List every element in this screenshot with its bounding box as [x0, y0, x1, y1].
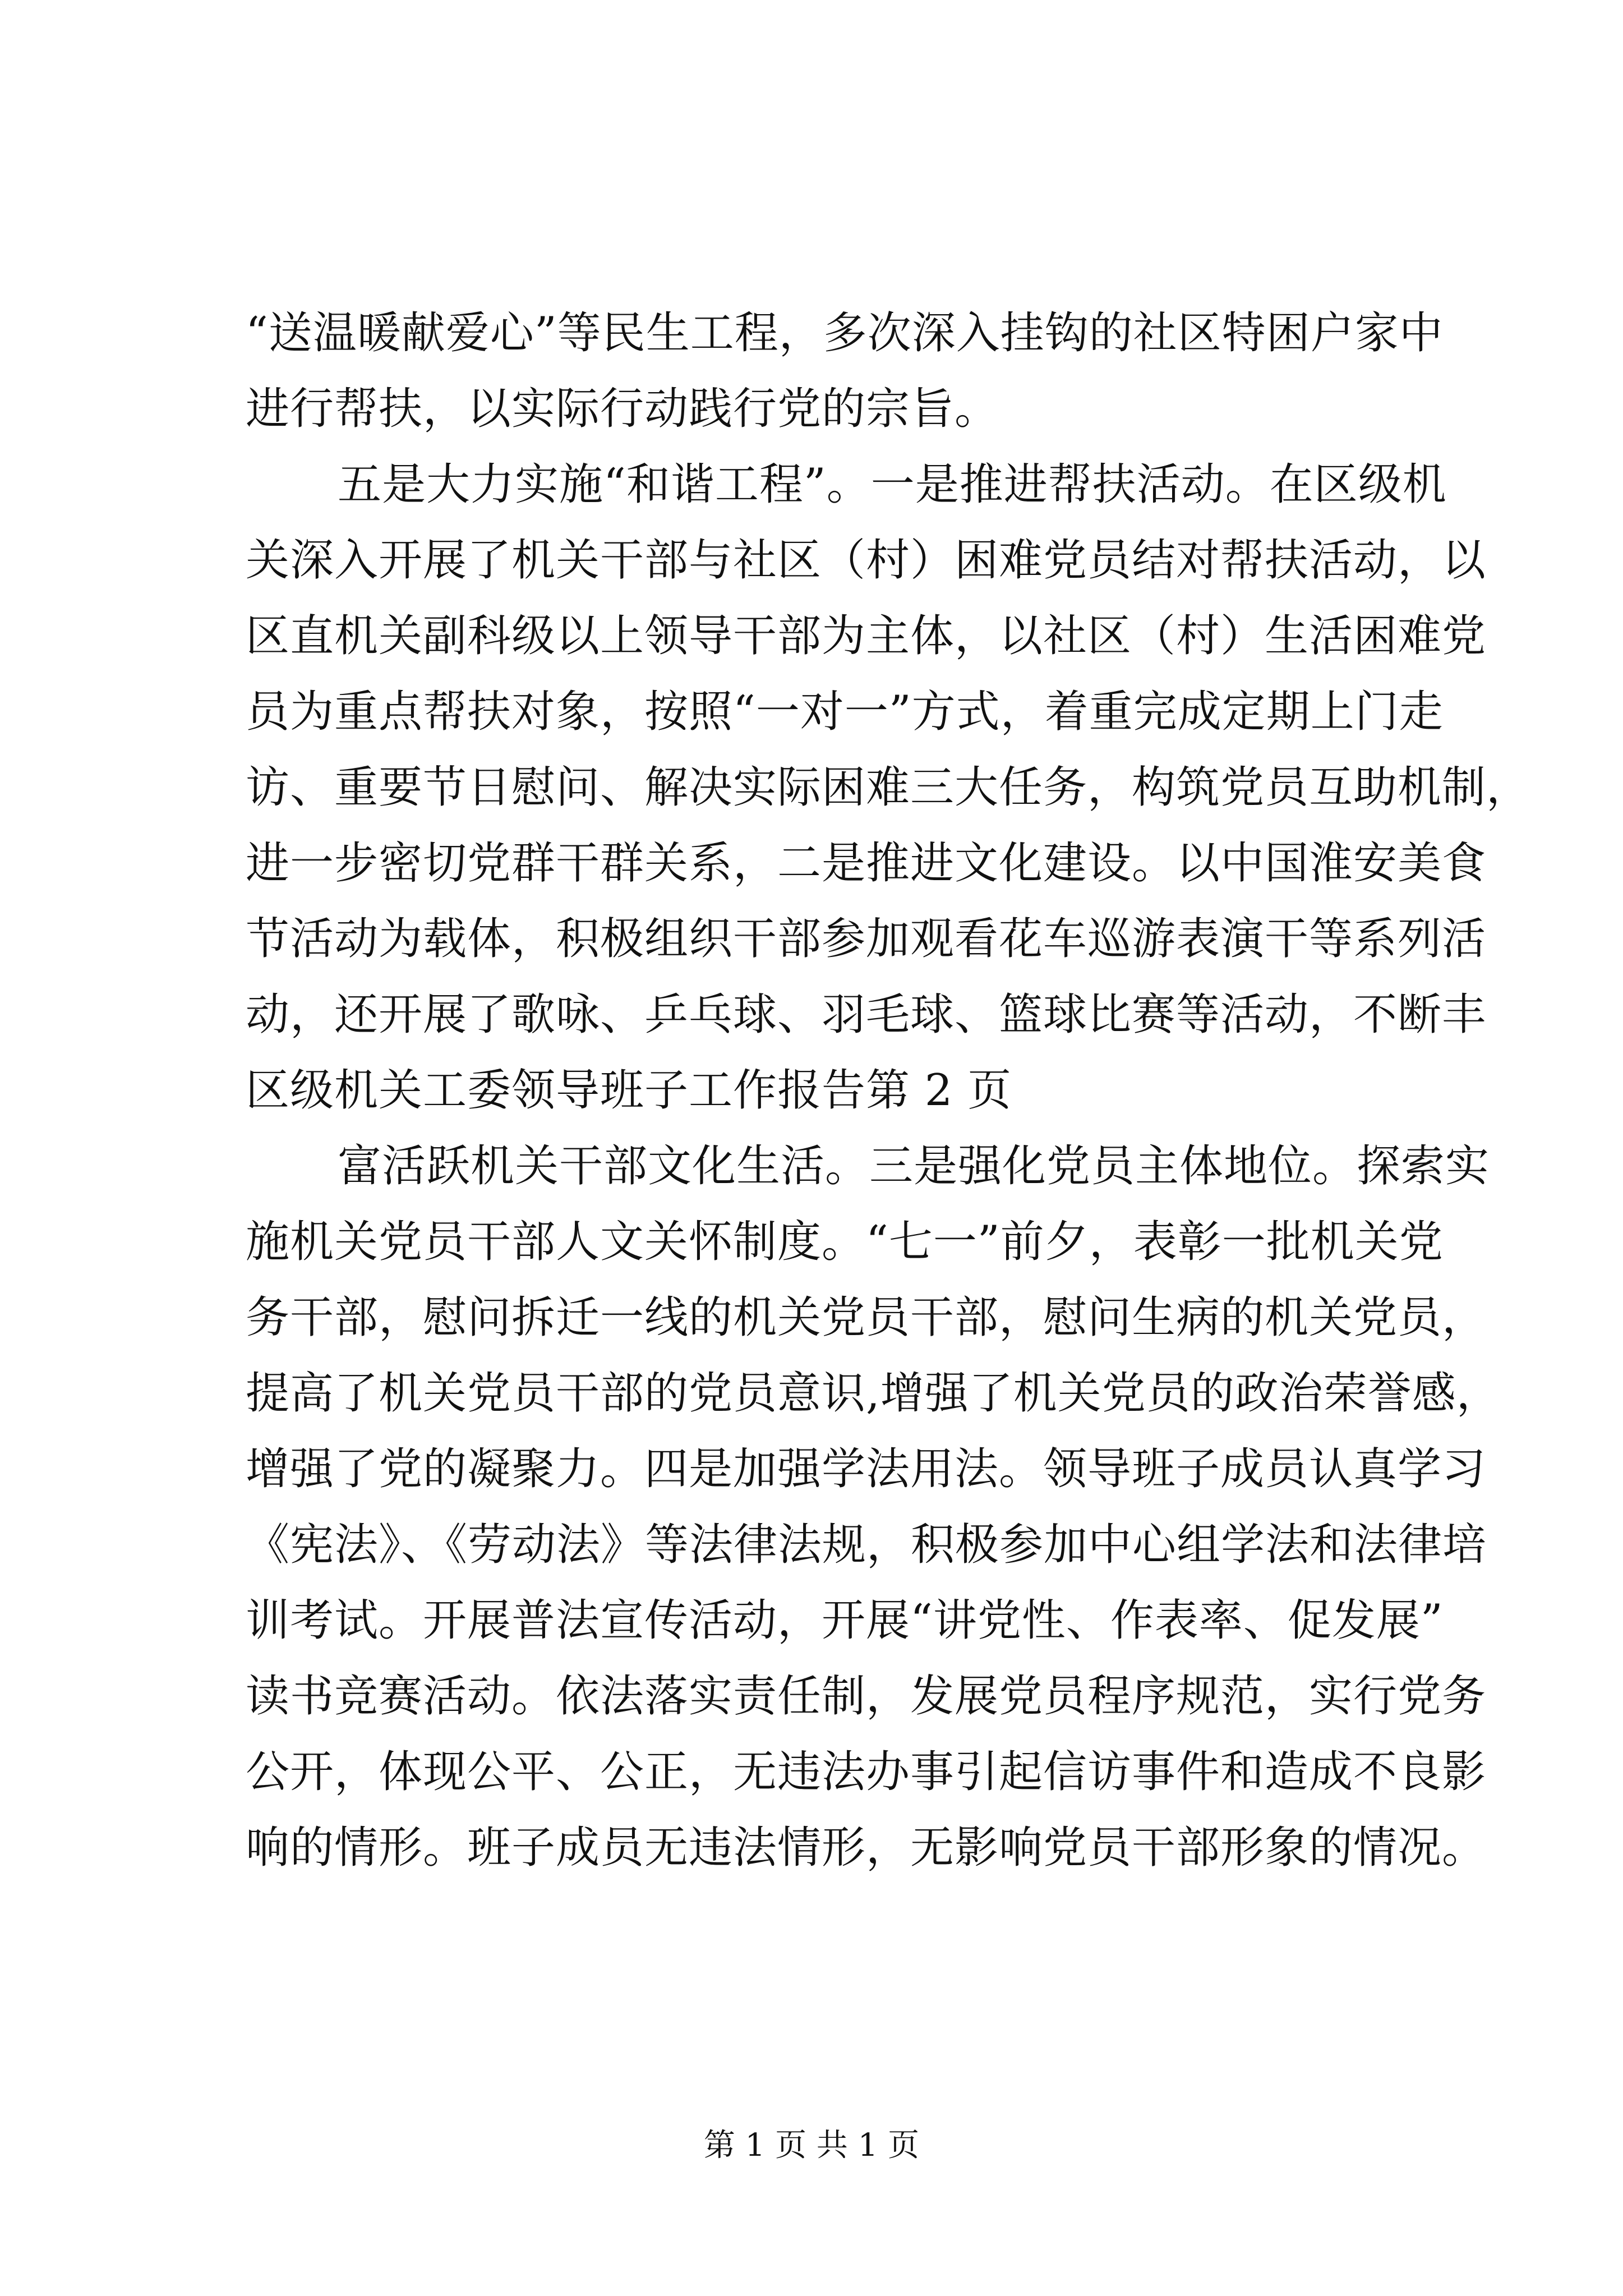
text-line: 《宪法》、《劳动法》等法律法规，积极参加中心组学法和法律培 [246, 1520, 1487, 1570]
text-line: 公开，体现公平、公正，无违法办事引起信访事件和造成不良影 [246, 1747, 1487, 1797]
page-footer: 第 1 页 共 1 页 [703, 2127, 920, 2164]
text-line: “送温暖献爱心”等民生工程，多次深入挂钩的社区特困户家中 [246, 308, 1444, 358]
text-line: 训考试。开展普法宣传活动，开展“讲党性、作表率、促发展” [246, 1595, 1444, 1646]
paragraph-start-line: 五是大力实施“和谐工程”。一是推进帮扶活动。在区级机 [338, 459, 1447, 510]
text-line: 读书竞赛活动。依法落实责任制，发展党员程序规范，实行党务 [246, 1671, 1487, 1722]
text-line: 增强了党的凝聚力。四是加强学法用法。领导班子成员认真学习 [246, 1444, 1487, 1494]
body-text [246, 303, 1531, 1893]
text-line: 员为重点帮扶对象，按照“一对一”方式，着重完成定期上门走 [246, 687, 1444, 737]
text-line: 区直机关副科级以上领导干部为主体，以社区（村）生活困难党 [246, 611, 1487, 661]
text-line: 施机关党员干部人文关怀制度。“七一”前夕，表彰一批机关党 [246, 1217, 1444, 1267]
text-line: 关深入开展了机关干部与社区（村）困难党员结对帮扶活动，以 [246, 535, 1487, 586]
page-header-line: 区级机关工委领导班子工作报告第 2 页 [246, 1065, 1012, 1116]
text-line: 节活动为载体，积极组织干部参加观看花车巡游表演干等系列活 [246, 914, 1487, 964]
text-line: 务干部，慰问拆迁一线的机关党员干部，慰问生病的机关党员， [246, 1292, 1487, 1343]
text-line: 提高了机关党员干部的党员意识,增强了机关党员的政治荣誉感， [246, 1368, 1501, 1419]
paragraph-start-line: 富活跃机关干部文化生活。三是强化党员主体地位。探索实 [338, 1141, 1490, 1191]
text-line: 动，还开展了歌咏、乒乓球、羽毛球、篮球比赛等活动，不断丰 [246, 990, 1487, 1040]
text-line: 进一步密切党群干群关系，二是推进文化建设。以中国淮安美食 [246, 838, 1487, 889]
text-line: 访、重要节日慰问、解决实际困难三大任务，构筑党员互助机制， [246, 762, 1531, 813]
text-line: 进行帮扶，以实际行动践行党的宗旨。 [246, 384, 999, 434]
text-line: 响的情形。班子成员无违法情形，无影响党员干部形象的情况。 [246, 1823, 1487, 1873]
